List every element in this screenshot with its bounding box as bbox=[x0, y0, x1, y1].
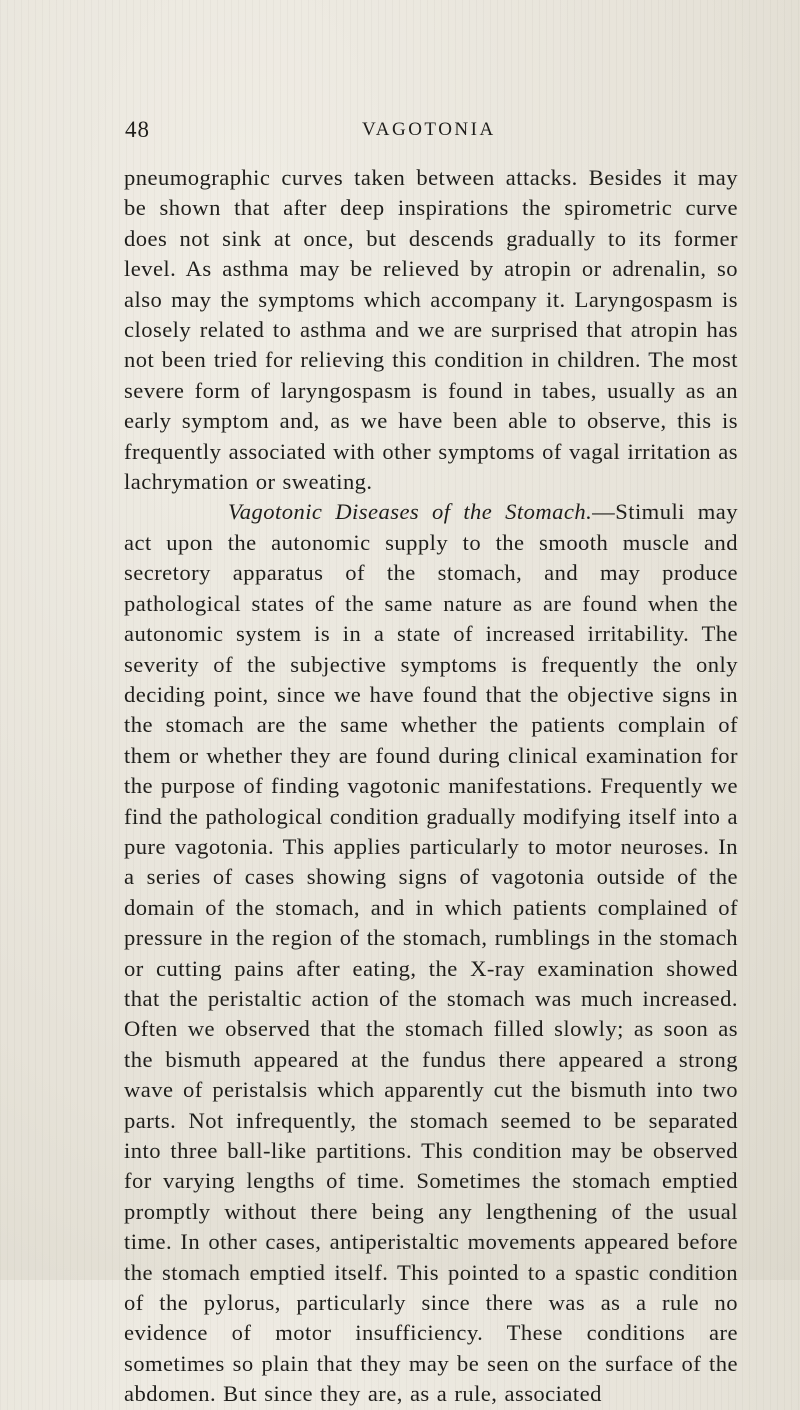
section-heading: Vagotonic Diseases of the Stomach. bbox=[228, 499, 593, 525]
page-number: 48 bbox=[125, 117, 150, 142]
paragraph-text: —Stimuli may act upon the autonomic supply to the smooth muscle and secretory apparatus of the stomach, and may produce pathological states of the same nature as are found when the autonomic system is in a state of increased irritability. The severity of the subjective symptoms is frequently the only deciding point, since we have found that the objective signs in the stomach are the same whether the patients complain of them or whether they are found during clinical examination for the purpose of finding vagotonic manifestations. Frequently we find the pathological condition gradually modifying itself into a pure vagotonia. This applies particularly to motor neuroses. In a series of cases showing signs of vagotonia outside of the domain of the stomach, and in which patients complained of pressure in the region of the stomach, rumblings in the stomach or cutting pains after eating, the X-ray examination showed that the peristaltic action of the stomach was much increased. Often we observed that the stomach filled slowly; as soon as the bismuth appeared at the fundus there appeared a strong wave of peristalsis which apparently cut the bismuth into two parts. Not infrequently, the stomach seemed to be separated into three ball-like partitions. This condition may be observed for varying lengths of time. Sometimes the stomach emptied promptly without there being any lengthening of the usual time. In other cases, antiperistaltic movements appeared before the stomach emptied itself. This pointed to a spastic condition of the pylorus, particularly since there was as a rule no evidence of motor insufficiency. These conditions are sometimes so plain that they may be seen on the surface of the abdomen. But since they are, as a rule, associated bbox=[124, 499, 738, 1407]
body-text bbox=[124, 163, 738, 1410]
running-title: VAGOTONIA bbox=[362, 119, 496, 140]
paragraph bbox=[124, 497, 738, 1409]
paragraph: pneumographic curves taken between attacks. Besides it may be shown that after deep inspirations the spirometric curve does not sink at once, but descends gradually to its former level. As asthma may be relieved by atropin or adrenalin, so also may the symptoms which accompany it. Laryngospasm is closely related to asthma and we are surprised that atropin has not been tried for relieving this condition in children. The most severe form of laryngospasm is found in tabes, usually as an early symptom and, as we have been able to observe, this is frequently associated with other symptoms of vagal irritation as lachrymation or sweating. bbox=[124, 165, 738, 495]
running-head bbox=[125, 117, 785, 149]
